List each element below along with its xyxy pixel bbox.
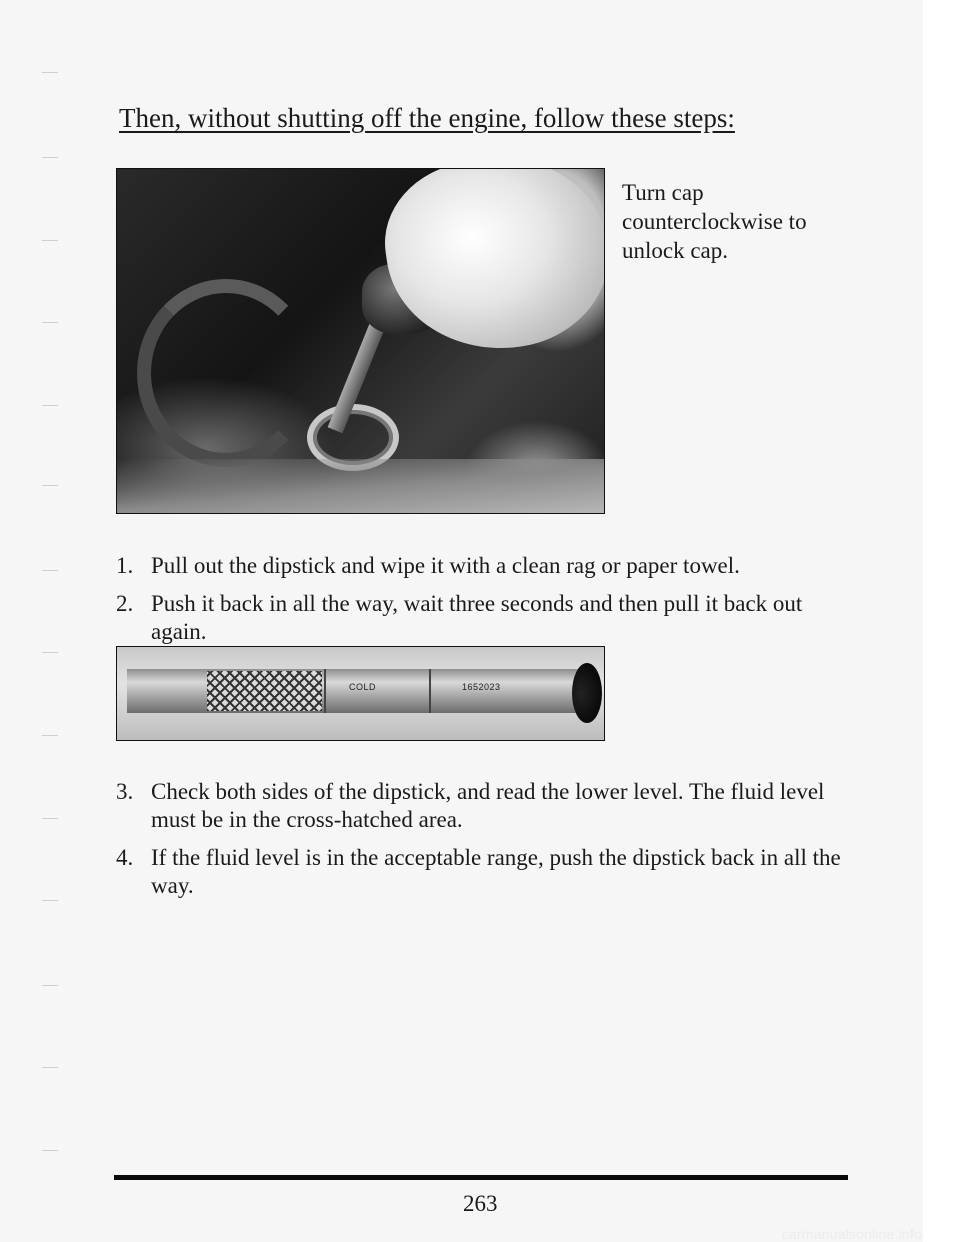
margin-tick (42, 652, 58, 653)
photo-hand (375, 168, 605, 363)
margin-tick (42, 985, 58, 986)
footer-rule (114, 1175, 848, 1180)
step-number: 4. (116, 845, 134, 870)
watermark-text: carmanualsonline.info (781, 1226, 922, 1242)
dipstick-label-cold: COLD (349, 682, 377, 692)
step-number: 2. (116, 591, 134, 616)
margin-tick (42, 240, 58, 241)
dipstick-blade (127, 669, 597, 713)
photo-hose (137, 279, 315, 467)
margin-tick (42, 405, 58, 406)
steps-list-part1 (116, 552, 851, 646)
margin-tick (42, 322, 58, 323)
step-item (116, 552, 851, 580)
download-note-suffix (0, 1228, 14, 1242)
step-text: Check both sides of the dipstick, and read the lower level. The fluid level must be in the cross-hatched area. (151, 779, 825, 832)
step-text: If the fluid level is in the acceptable range, push the dipstick back in all the way. (151, 845, 841, 898)
margin-tick (42, 157, 58, 158)
photo-unlocking-dipstick-cap (116, 168, 605, 514)
step-item (116, 844, 851, 900)
step-item (116, 778, 851, 834)
dipstick-label-part: 1652023 (462, 682, 501, 692)
margin-tick (42, 1067, 58, 1068)
right-margin-strip (923, 0, 960, 1242)
margin-tick (42, 1150, 58, 1151)
photo-caption: Turn cap counterclockwise to unlock cap. (622, 180, 807, 263)
step-text: Push it back in all the way, wait three seconds and then pull it back out again. (151, 591, 803, 644)
step-item (116, 590, 851, 646)
dipstick-divider (324, 669, 326, 713)
dipstick-divider (429, 669, 431, 713)
step-number: 1. (116, 553, 134, 578)
margin-tick (42, 72, 58, 73)
steps-list-part2 (116, 778, 851, 900)
margin-tick (42, 735, 58, 736)
dipstick-tip (572, 663, 602, 723)
step-number: 3. (116, 779, 134, 804)
download-note (0, 0, 14, 1242)
section-heading: Then, without shutting off the engine, follow these steps: (119, 103, 735, 133)
step-text: Pull out the dipstick and wipe it with a clean rag or paper towel. (151, 553, 740, 578)
margin-tick (42, 818, 58, 819)
page-number: 263 (463, 1191, 498, 1216)
cross-hatched-area (207, 671, 322, 711)
margin-tick (42, 900, 58, 901)
photo-engine-bay (117, 459, 604, 514)
photo-dipstick-markings (116, 646, 605, 741)
margin-tick (42, 485, 58, 486)
margin-tick (42, 570, 58, 571)
